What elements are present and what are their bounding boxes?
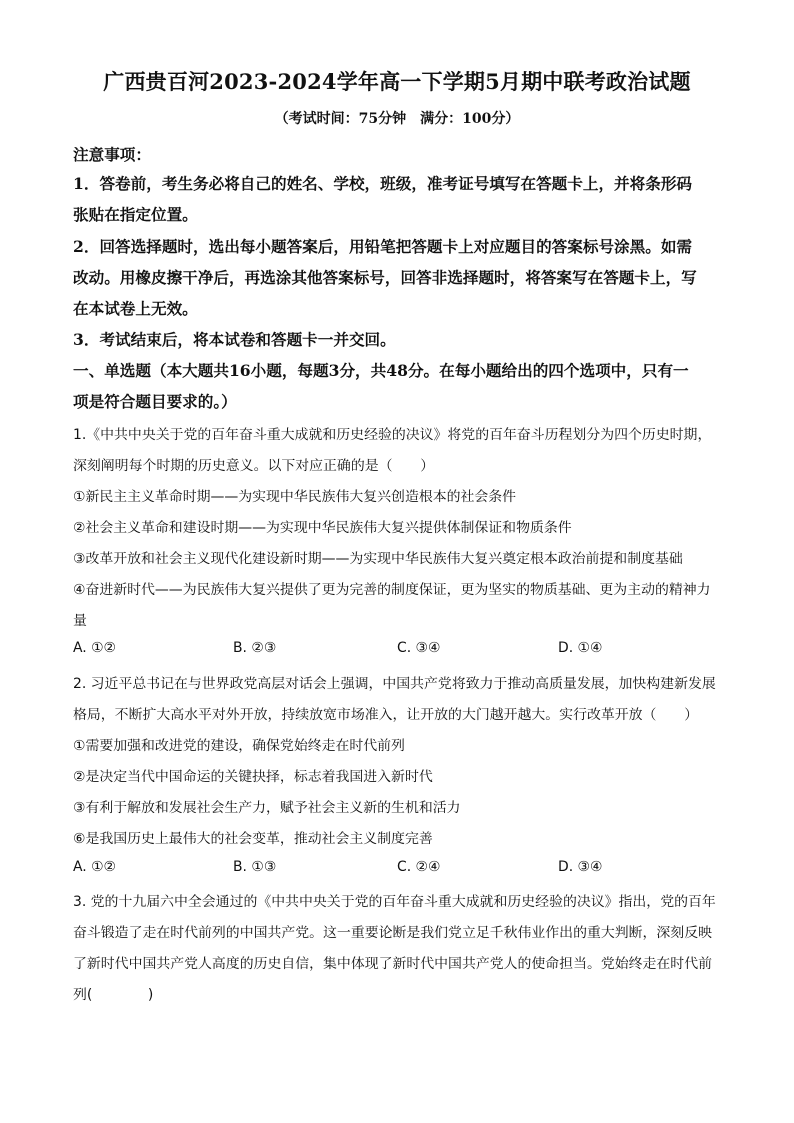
q1-statement-2: ②社会主义革命和建设时期——为实现中华民族伟大复兴提供体制保证和物质条件	[73, 520, 572, 536]
note-2-line-1: 2．回答选择题时，选出每小题答案后，用铅笔把答题卡上对应题目的答案标号涂黑。如需	[73, 237, 693, 256]
q1-option-b[interactable]: B. ②③	[233, 640, 277, 656]
note-3-line-1: 3．考试结束后，将本试卷和答题卡一并交回。	[73, 330, 396, 349]
q1-option-d[interactable]: D. ①④	[558, 640, 603, 656]
q3-stem-line-3: 了新时代中国共产党人高度的历史自信，集中体现了新时代中国共产党人的使命担当。党始终走在时代前	[73, 956, 712, 972]
q2-statement-4: ⑥是我国历史上最伟大的社会变革，推动社会主义制度完善	[73, 831, 433, 847]
q3-stem-line-2: 奋斗锻造了走在时代前列的中国共产党。这一重要论断是我们党立足千秋伟业作出的重大判断，深刻反映	[73, 925, 712, 941]
section-heading-line-1: 一、单选题（本大题共16小题，每题3分，共48分。在每小题给出的四个选项中，只有一	[73, 361, 689, 380]
q2-option-c[interactable]: C. ②④	[397, 859, 441, 875]
q2-statement-2: ②是决定当代中国命运的关键抉择，标志着我国进入新时代	[73, 769, 433, 785]
note-2-line-3: 在本试卷上无效。	[73, 299, 198, 318]
q1-statement-4-line-1: ④奋进新时代——为民族伟大复兴提供了更为完善的制度保证，更为坚实的物质基础、更为主动的精神力	[73, 582, 711, 598]
q1-statement-3: ③改革开放和社会主义现代化建设新时期——为实现中华民族伟大复兴奠定根本政治前提和制度基础	[73, 551, 683, 567]
q2-option-d[interactable]: D. ③④	[558, 859, 603, 875]
notes-heading: 注意事项：	[73, 145, 151, 164]
q1-stem-line-2: 深刻阐明每个时期的历史意义。以下对应正确的是（ ）	[73, 458, 435, 474]
q1-statement-1: ①新民主主义革命时期——为实现中华民族伟大复兴创造根本的社会条件	[73, 489, 517, 505]
q2-stem-line-2: 格局，不断扩大高水平对外开放，持续放宽市场准入，让开放的大门越开越大。实行改革开放（ ）	[73, 707, 699, 723]
page-title: 广西贵百河2023-2024学年高一下学期5月期中联考政治试题	[103, 69, 691, 94]
q1-statement-4-line-2: 量	[73, 613, 87, 629]
q1-stem-line-1: 1.《中共中央关于党的百年奋斗重大成就和历史经验的决议》将党的百年奋斗历程划分为四个历史时期，	[73, 427, 712, 443]
section-heading-line-2: 项是符合题目要求的。）	[73, 392, 237, 411]
q2-statement-3: ③有利于解放和发展社会生产力，赋予社会主义新的生机和活力	[73, 800, 461, 816]
q2-option-a[interactable]: A. ①②	[73, 859, 116, 875]
q1-option-a[interactable]: A. ①②	[73, 640, 116, 656]
note-1-line-1: 1．答卷前，考生务必将自己的姓名、学校，班级，准考证号填写在答题卡上，并将条形码	[73, 174, 693, 193]
note-2-line-2: 改动。用橡皮擦干净后，再选涂其他答案标号，回答非选择题时，将答案写在答题卡上，写	[73, 268, 697, 287]
q2-statement-1: ①需要加强和改进党的建设，确保党始终走在时代前列	[73, 738, 405, 754]
q2-stem-line-1: 2. 习近平总书记在与世界政党高层对话会上强调，中国共产党将致力于推动高质量发展，加快构建新发展	[73, 676, 716, 692]
exam-info: （考试时间：75分钟 满分：100分）	[274, 111, 520, 127]
note-1-line-2: 张贴在指定位置。	[73, 205, 198, 224]
q3-stem-line-4: 列( )	[73, 987, 154, 1003]
q3-stem-line-1: 3. 党的十九届六中全会通过的《中共中央关于党的百年奋斗重大成就和历史经验的决议》指出，党的百年	[73, 894, 716, 910]
q1-option-c[interactable]: C. ③④	[397, 640, 441, 656]
q2-option-b[interactable]: B. ①③	[233, 859, 277, 875]
